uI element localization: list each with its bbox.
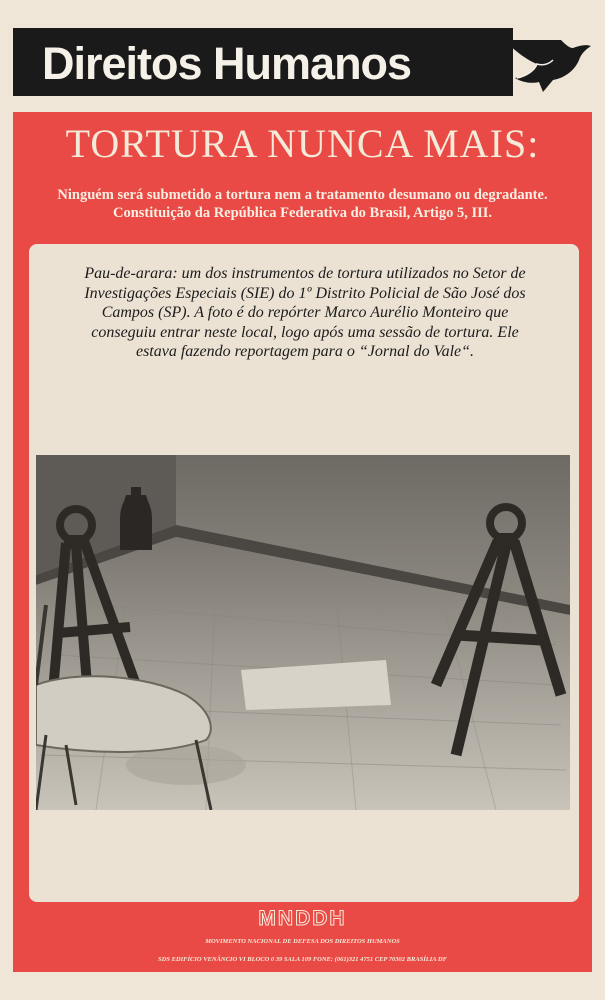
- subtitle: [20, 186, 585, 222]
- caption-line: Campos (SP). A foto é do repórter Marco Aurélio Monteiro que: [101, 304, 509, 321]
- page-title: Direitos Humanos: [42, 38, 412, 89]
- mnddh-logo: MNDDH: [258, 907, 347, 930]
- caption-line: estava fazendo reportagem para o “Jornal do Vale“.: [135, 343, 475, 360]
- caption-line: Investigações Especiais (SIE) do 1º Distrito Policial de São José dos: [84, 284, 526, 302]
- dove-icon: [503, 34, 593, 94]
- organization-name: MOVIMENTO NACIONAL DE DEFESA DOS DIREITOS HUMANOS: [205, 938, 400, 945]
- photo-caption: [45, 264, 565, 362]
- subtitle-line: Ninguém será submetido a tortura nem a tratamento desumano ou degradante.: [57, 187, 548, 203]
- caption-line: Pau-de-arara: um dos instrumentos de tortura utilizados no Setor de: [84, 265, 526, 282]
- subtitle-line: Constituição da República Federativa do Brasil, Artigo 5, III.: [112, 205, 493, 221]
- torture-room-photo: [36, 455, 570, 810]
- organization-address: SDS EDIFÍCIO VENÂNCIO VI BLOCO 0 39 SALA 109 FONE: (061)321 4751 CEP 70302 BRASÍLIA DF: [158, 956, 447, 963]
- caption-line: conseguiu entrar neste local, logo após uma sessão de tortura. Ele: [91, 323, 519, 341]
- headline: TORTURA NUNCA MAIS:: [65, 121, 540, 166]
